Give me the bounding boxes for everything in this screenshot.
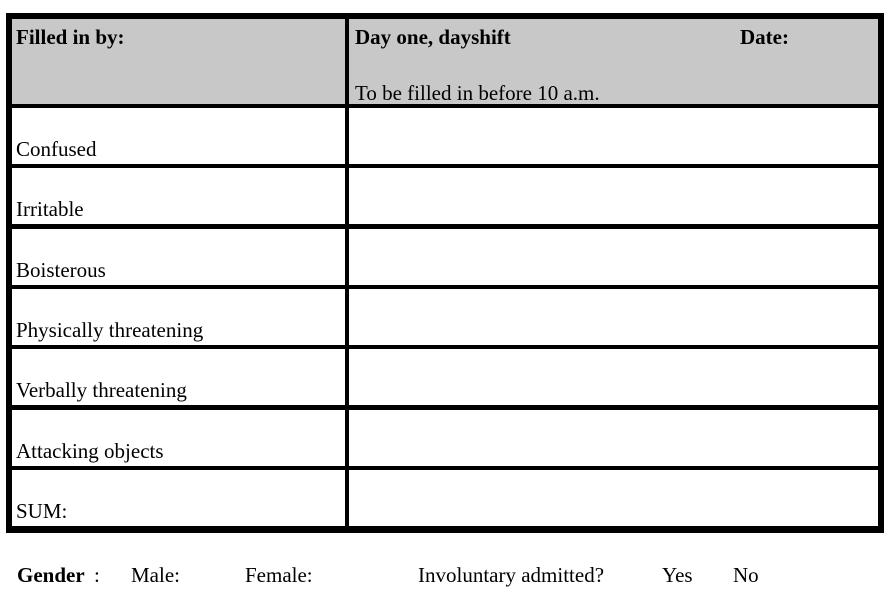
no-label: No [733,563,759,587]
involuntary-admitted-label: Involuntary admitted? [418,563,605,587]
row-label-boisterous: Boisterous [16,258,106,282]
row-label-confused: Confused [16,137,97,161]
header-column-divider [345,19,349,104]
row-label-cell [12,470,345,526]
row-value-cell-irritable[interactable] [349,168,878,224]
filled-in-by-label: Filled in by: [16,25,125,49]
row-value-cell-sum[interactable] [349,470,878,526]
female-label: Female: [245,563,313,587]
cut-off-next-line [17,589,877,597]
gender-label: Gender [17,563,85,587]
table-row [12,470,878,526]
table-row [12,349,878,405]
male-label: Male: [131,563,180,587]
table-row [12,410,878,466]
row-value-cell-attacking-objects[interactable] [349,410,878,466]
row-value-cell-boisterous[interactable] [349,229,878,285]
table-row [12,108,878,164]
observation-form-table [6,13,884,533]
fill-in-note: To be filled in before 10 a.m. [355,81,600,105]
row-label-cell [12,349,345,405]
row-label-physically-threatening: Physically threatening [16,318,204,342]
row-label-attacking-objects: Attacking objects [16,439,164,463]
table-row [12,289,878,345]
shift-title: Day one, dayshift [355,25,511,49]
row-label-cell [12,229,345,285]
row-label-verbally-threatening: Verbally threatening [16,378,187,402]
row-label-cell [12,410,345,466]
row-value-cell-physically-threatening[interactable] [349,289,878,345]
table-row [12,229,878,285]
row-label-cell [12,168,345,224]
row-label-cell [12,108,345,164]
date-label: Date: [740,25,789,49]
gender-colon: : [94,563,100,587]
row-label-irritable: Irritable [16,197,84,221]
yes-label: Yes [662,563,693,587]
row-value-cell-verbally-threatening[interactable] [349,349,878,405]
row-label-cell [12,289,345,345]
table-row [12,168,878,224]
form-header-row [12,19,878,104]
row-value-cell-confused[interactable] [349,108,878,164]
row-label-sum: SUM: [16,499,68,523]
